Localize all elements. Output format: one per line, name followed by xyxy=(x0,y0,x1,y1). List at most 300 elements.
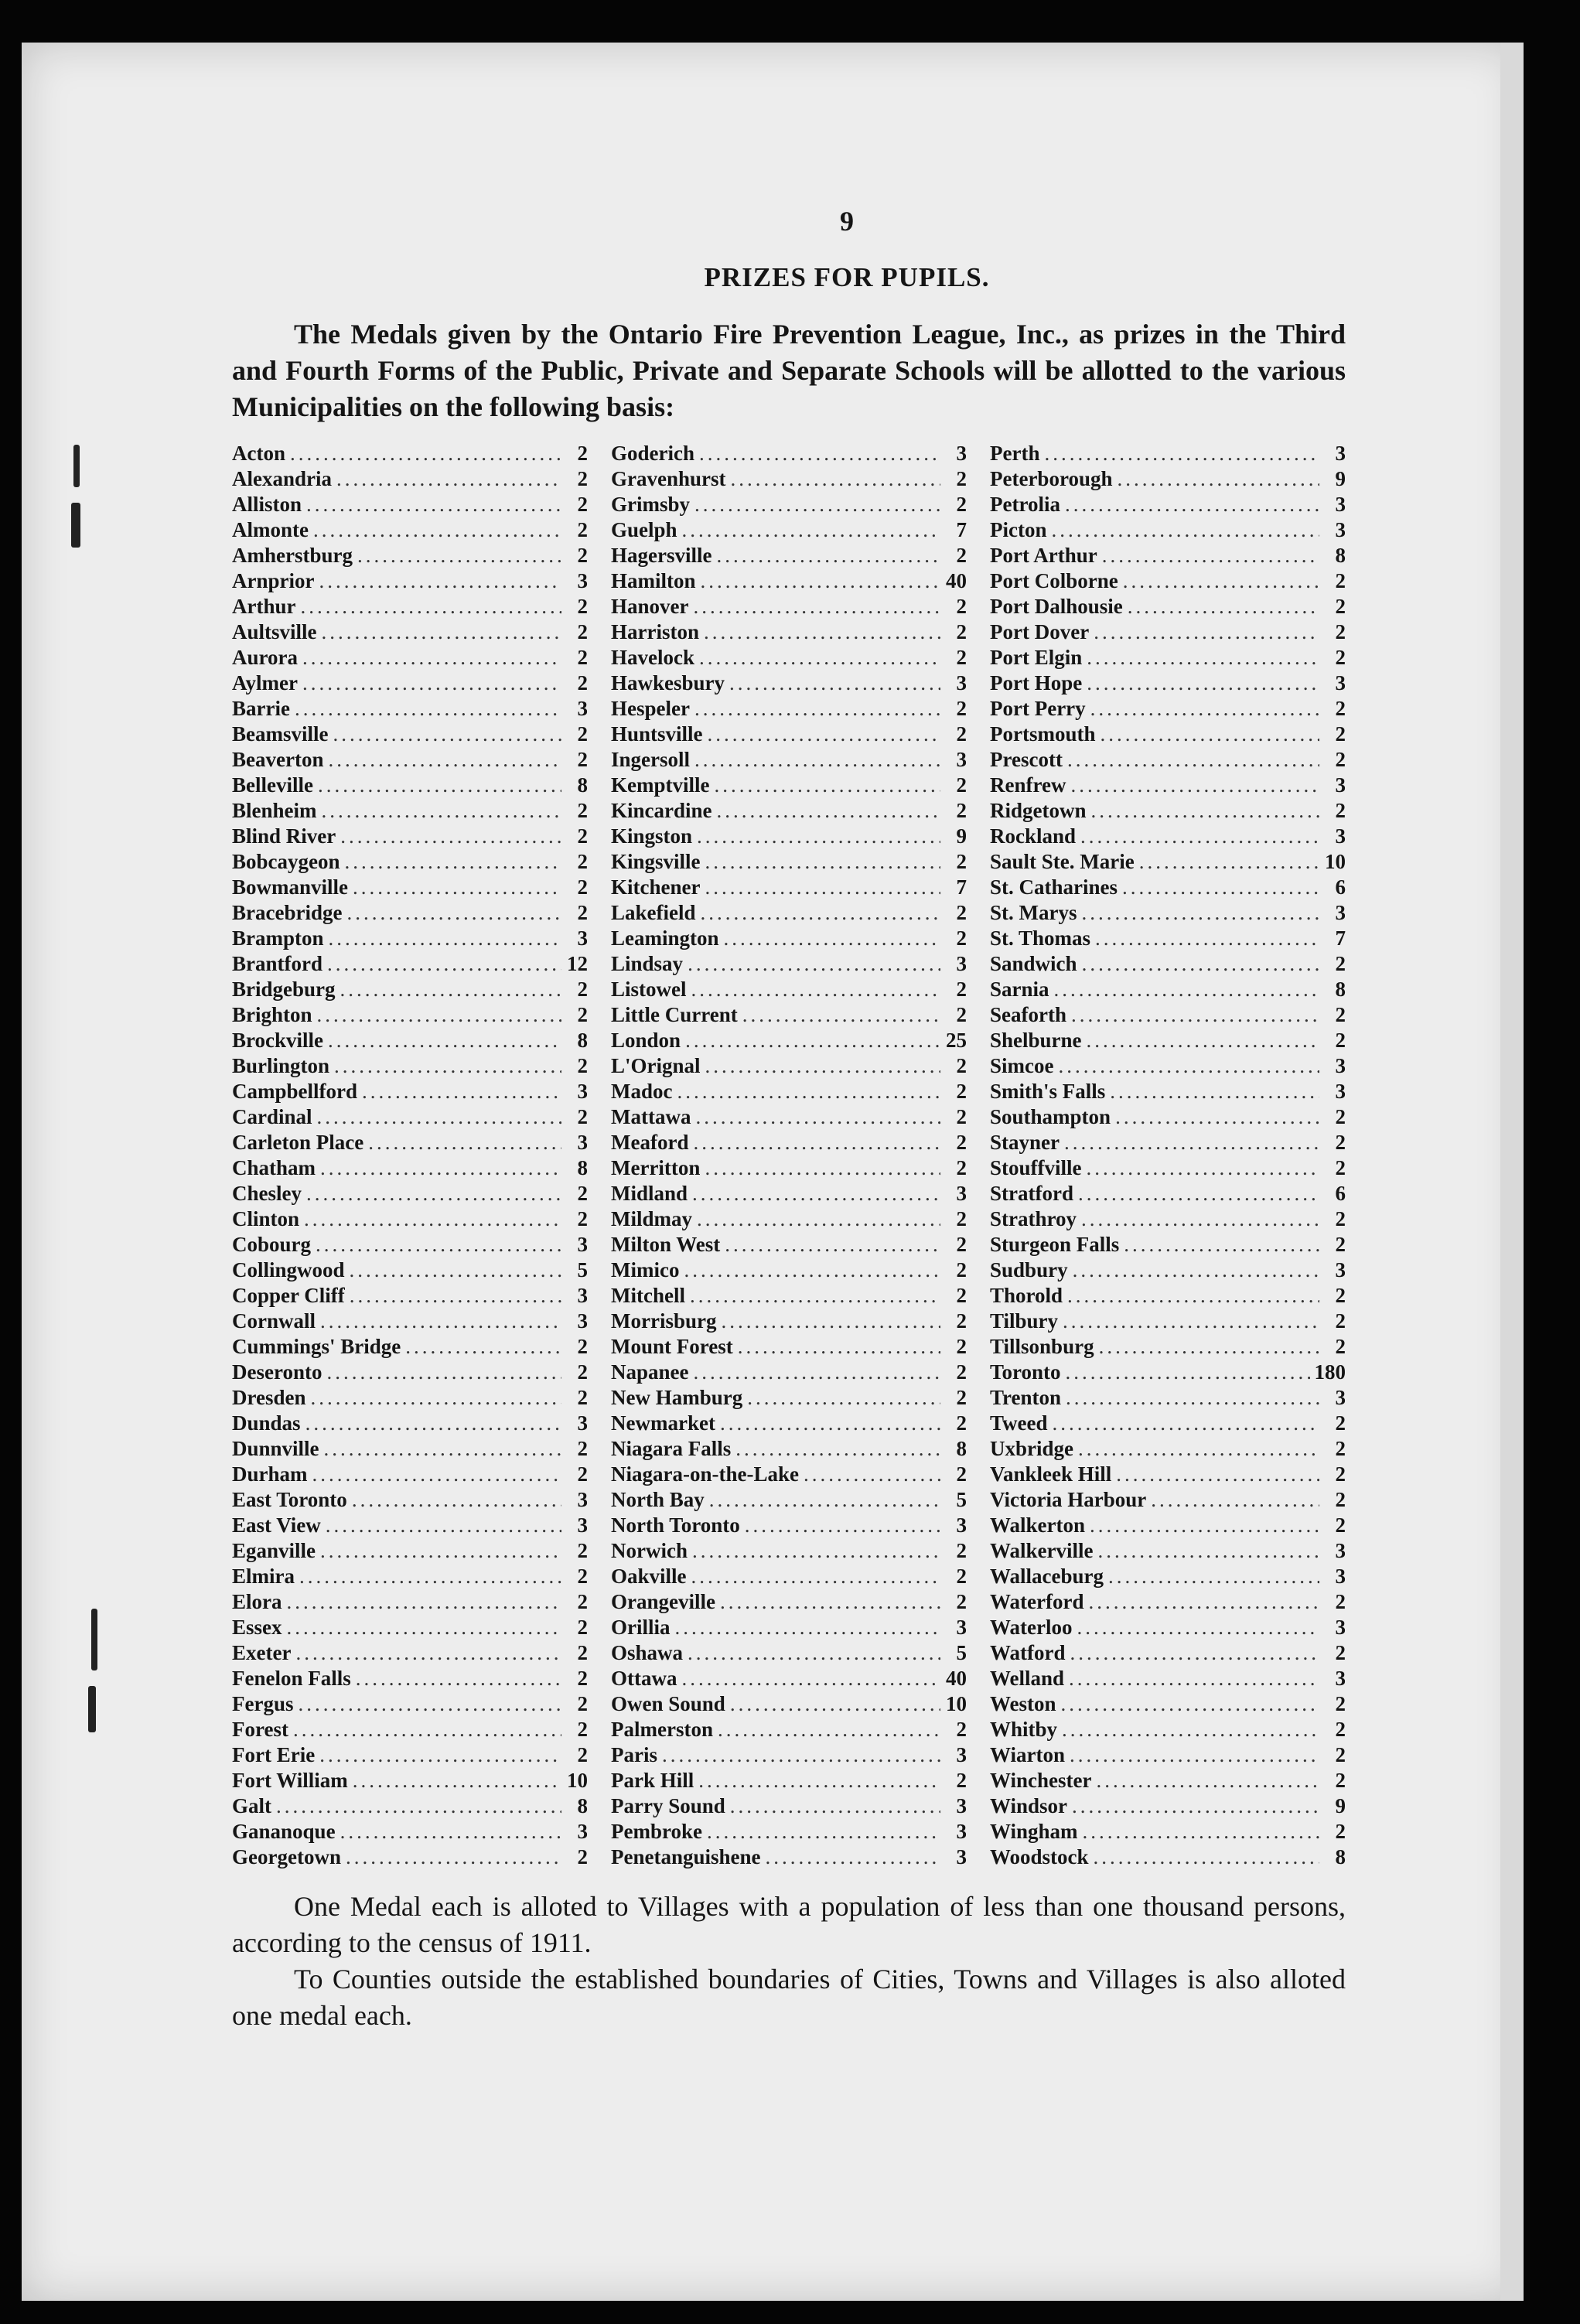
binding-mark xyxy=(88,1686,96,1732)
dot-leader xyxy=(1099,1334,1319,1360)
municipality-row xyxy=(232,1564,588,1589)
municipality-row xyxy=(232,1742,588,1768)
dot-leader xyxy=(318,773,561,798)
medal-count: 2 xyxy=(577,671,588,694)
municipality-name: Ridgetown xyxy=(990,799,1087,822)
medal-count: 2 xyxy=(956,850,967,873)
municipality-name: Prescott xyxy=(990,748,1063,771)
municipality-row xyxy=(611,1589,967,1615)
municipality-name: Portsmouth xyxy=(990,722,1096,746)
municipality-name: Sault Ste. Marie xyxy=(990,850,1135,873)
medal-count: 3 xyxy=(956,442,967,465)
dot-leader xyxy=(692,1181,940,1206)
dot-leader xyxy=(1094,1845,1319,1870)
medal-count: 3 xyxy=(1335,901,1346,924)
dot-leader xyxy=(352,1487,561,1513)
municipality-row xyxy=(232,900,588,926)
municipality-name: Durham xyxy=(232,1462,308,1486)
municipality-name: Arthur xyxy=(232,595,296,618)
medal-count: 2 xyxy=(1335,646,1346,669)
medal-count: 2 xyxy=(1335,1233,1346,1256)
medal-count: 12 xyxy=(567,952,588,975)
medal-count: 9 xyxy=(956,824,967,848)
municipality-row xyxy=(990,773,1346,798)
dot-leader xyxy=(345,849,561,875)
dot-leader xyxy=(353,875,561,900)
municipality-row xyxy=(990,722,1346,747)
medal-count: 2 xyxy=(1335,952,1346,975)
municipality-name: Campbellford xyxy=(232,1080,357,1103)
municipality-name: Petrolia xyxy=(990,493,1060,516)
medal-count: 2 xyxy=(577,1641,588,1664)
municipality-name: Paris xyxy=(611,1743,657,1766)
municipality-row xyxy=(232,875,588,900)
dot-leader xyxy=(304,1206,561,1232)
municipality-row xyxy=(990,1589,1346,1615)
medal-count: 2 xyxy=(956,799,967,822)
municipality-row xyxy=(232,1334,588,1360)
municipality-name: Port Hope xyxy=(990,671,1083,694)
medal-count: 2 xyxy=(956,1590,967,1613)
municipality-row xyxy=(990,1104,1346,1130)
dot-leader xyxy=(340,824,561,849)
municipality-name: Havelock xyxy=(611,646,694,669)
municipality-name: Park Hill xyxy=(611,1769,694,1792)
medal-count: 7 xyxy=(956,518,967,541)
municipality-row xyxy=(232,696,588,722)
medal-count: 2 xyxy=(1335,1156,1346,1179)
municipality-row xyxy=(990,900,1346,926)
municipality-name: Smith's Falls xyxy=(990,1080,1106,1103)
municipality-row xyxy=(990,1845,1346,1870)
dot-leader xyxy=(688,1640,940,1666)
municipality-name: Ingersoll xyxy=(611,748,691,771)
municipality-row xyxy=(611,900,967,926)
municipality-row xyxy=(232,1258,588,1283)
medal-count: 3 xyxy=(956,671,967,694)
medal-count: 2 xyxy=(956,1105,967,1128)
dot-leader xyxy=(1070,773,1319,798)
medal-count: 2 xyxy=(1335,1131,1346,1154)
municipality-row xyxy=(232,1487,588,1513)
municipality-row xyxy=(611,1309,967,1334)
medal-count: 3 xyxy=(1335,773,1346,797)
medal-count: 2 xyxy=(577,850,588,873)
municipality-name: Southampton xyxy=(990,1105,1111,1128)
medal-count: 2 xyxy=(956,1233,967,1256)
dot-leader xyxy=(1070,1742,1319,1768)
municipality-name: Hagersville xyxy=(611,544,712,567)
dot-leader xyxy=(1058,1053,1319,1079)
municipality-row xyxy=(232,926,588,951)
medal-count: 2 xyxy=(1335,1462,1346,1486)
municipality-row xyxy=(990,824,1346,849)
municipality-name: Owen Sound xyxy=(611,1692,725,1715)
dot-leader xyxy=(320,1309,561,1334)
municipality-name: Waterloo xyxy=(990,1616,1073,1639)
municipality-row xyxy=(990,1053,1346,1079)
municipality-row xyxy=(232,568,588,594)
municipality-name: Tweed xyxy=(990,1411,1048,1435)
villages-note: One Medal each is alloted to Villages with a population of less than one thousand persons, according to the census of 1911. xyxy=(232,1891,1346,1958)
municipality-row xyxy=(990,1130,1346,1155)
medal-count: 2 xyxy=(577,978,588,1001)
dot-leader xyxy=(368,1130,561,1155)
municipality-name: Beaverton xyxy=(232,748,324,771)
municipality-row xyxy=(232,824,588,849)
medal-count: 3 xyxy=(956,952,967,975)
dot-leader xyxy=(705,875,940,900)
municipality-row xyxy=(232,466,588,492)
medal-count: 3 xyxy=(956,1820,967,1843)
municipality-name: Kincardine xyxy=(611,799,712,822)
medal-count: 2 xyxy=(577,1845,588,1868)
medal-count: 2 xyxy=(956,620,967,643)
dot-leader xyxy=(340,1819,561,1845)
dot-leader xyxy=(1087,645,1319,671)
medal-count: 3 xyxy=(956,1743,967,1766)
municipality-name: Hawkesbury xyxy=(611,671,725,694)
medal-count: 3 xyxy=(1335,1080,1346,1103)
municipality-row xyxy=(232,1793,588,1819)
municipality-row xyxy=(232,619,588,645)
dot-leader xyxy=(319,568,561,594)
municipality-name: Brampton xyxy=(232,927,324,950)
municipality-row xyxy=(232,798,588,824)
medal-count: 8 xyxy=(1335,1845,1346,1868)
municipality-row xyxy=(232,1819,588,1845)
municipality-name: Acton xyxy=(232,442,285,465)
municipality-row xyxy=(611,1283,967,1309)
medal-count: 2 xyxy=(577,1565,588,1588)
medal-count: 6 xyxy=(1335,875,1346,899)
municipality-row xyxy=(611,1258,967,1283)
municipality-name: Hespeler xyxy=(611,697,690,720)
municipality-name: Hanover xyxy=(611,595,689,618)
municipality-name: Harriston xyxy=(611,620,699,643)
dot-leader xyxy=(1124,1232,1319,1258)
municipality-name: Shelburne xyxy=(990,1029,1082,1052)
municipality-name: North Toronto xyxy=(611,1514,740,1537)
municipality-row xyxy=(990,1436,1346,1462)
municipality-name: Victoria Harbour xyxy=(990,1488,1147,1511)
dot-leader xyxy=(1071,1002,1319,1028)
municipality-row xyxy=(232,543,588,568)
dot-leader xyxy=(295,696,561,722)
medal-count: 3 xyxy=(1335,1667,1346,1690)
municipality-name: Lindsay xyxy=(611,952,684,975)
medal-count: 3 xyxy=(577,927,588,950)
dot-leader xyxy=(690,1283,940,1309)
municipality-row xyxy=(611,645,967,671)
municipality-row xyxy=(611,619,967,645)
medal-count: 3 xyxy=(956,1514,967,1537)
municipality-name: Kemptville xyxy=(611,773,710,797)
medal-count: 2 xyxy=(1335,1514,1346,1537)
dot-leader xyxy=(346,1845,561,1870)
municipality-row xyxy=(232,1181,588,1206)
dot-leader xyxy=(694,594,941,619)
dot-leader xyxy=(1139,849,1319,875)
medal-count: 3 xyxy=(1335,442,1346,465)
municipality-row xyxy=(611,441,967,466)
municipality-row xyxy=(990,1283,1346,1309)
medal-count: 40 xyxy=(946,1667,967,1690)
dot-leader xyxy=(745,1513,940,1538)
municipality-name: Bracebridge xyxy=(232,901,343,924)
dot-leader xyxy=(694,492,940,517)
municipality-row xyxy=(232,1691,588,1717)
dot-leader xyxy=(1128,594,1319,619)
municipality-name: Little Current xyxy=(611,1003,738,1026)
municipality-name: Essex xyxy=(232,1616,282,1639)
municipality-name: Clinton xyxy=(232,1207,300,1230)
medal-count: 2 xyxy=(1335,748,1346,771)
dot-leader xyxy=(685,1028,940,1053)
municipality-name: Peterborough xyxy=(990,467,1113,490)
dot-leader xyxy=(704,619,940,645)
municipality-name: Strathroy xyxy=(990,1207,1077,1230)
municipality-row xyxy=(232,1462,588,1487)
dot-leader xyxy=(327,951,561,977)
municipality-row xyxy=(990,1564,1346,1589)
medal-count: 2 xyxy=(1335,1820,1346,1843)
municipality-row xyxy=(611,1564,967,1589)
dot-leader xyxy=(707,1819,940,1845)
dot-leader xyxy=(350,1283,561,1309)
medal-count: 10 xyxy=(946,1692,967,1715)
medal-count: 2 xyxy=(956,544,967,567)
municipality-row xyxy=(232,1155,588,1181)
municipality-name: Port Dalhousie xyxy=(990,595,1123,618)
dot-leader xyxy=(1077,1615,1319,1640)
medal-count: 3 xyxy=(956,1182,967,1205)
municipality-row xyxy=(990,951,1346,977)
municipality-row xyxy=(990,1819,1346,1845)
medal-count: 3 xyxy=(1335,1258,1346,1281)
dot-leader xyxy=(320,1538,561,1564)
municipality-name: Beamsville xyxy=(232,722,329,746)
municipality-name: Fergus xyxy=(232,1692,294,1715)
dot-leader xyxy=(742,1002,940,1028)
medal-count: 2 xyxy=(577,824,588,848)
municipality-row xyxy=(990,875,1346,900)
municipality-row xyxy=(990,1028,1346,1053)
medal-count: 7 xyxy=(1335,927,1346,950)
medal-count: 2 xyxy=(1335,1769,1346,1792)
dot-leader xyxy=(333,722,561,747)
municipality-name: Windsor xyxy=(990,1794,1068,1817)
dot-leader xyxy=(1081,1206,1319,1232)
municipality-name: Dundas xyxy=(232,1411,301,1435)
medal-count: 2 xyxy=(577,442,588,465)
medal-count: 2 xyxy=(577,799,588,822)
medal-count: 3 xyxy=(956,748,967,771)
dot-leader xyxy=(317,1104,561,1130)
municipality-name: Sturgeon Falls xyxy=(990,1233,1120,1256)
intro-paragraph: The Medals given by the Ontario Fire Prevention League, Inc., as prizes in the Third and Fourth Forms of the Public, Private and Separate Schools will be allotted to the various Municipalities on the following basis: xyxy=(232,319,1346,422)
municipality-name: Toronto xyxy=(990,1360,1061,1384)
dot-leader xyxy=(320,1155,561,1181)
municipality-name: Trenton xyxy=(990,1386,1062,1409)
municipality-name: Bobcaygeon xyxy=(232,850,340,873)
medal-count: 2 xyxy=(577,1718,588,1741)
dot-leader xyxy=(1116,1462,1319,1487)
municipality-row xyxy=(990,696,1346,722)
medal-count: 2 xyxy=(1335,1718,1346,1741)
medal-count: 2 xyxy=(956,773,967,797)
municipality-name: Chatham xyxy=(232,1156,316,1179)
municipality-row xyxy=(232,1538,588,1564)
municipality-row xyxy=(232,747,588,773)
municipality-row xyxy=(232,773,588,798)
medal-count: 8 xyxy=(577,773,588,797)
municipality-row xyxy=(990,798,1346,824)
municipality-name: Chesley xyxy=(232,1182,302,1205)
column-2 xyxy=(611,441,967,1870)
municipality-name: East Toronto xyxy=(232,1488,347,1511)
medal-count: 2 xyxy=(1335,1590,1346,1613)
dot-leader xyxy=(1087,1028,1319,1053)
medal-count: 2 xyxy=(956,1284,967,1307)
medal-count: 3 xyxy=(956,1794,967,1817)
municipality-name: Bridgeburg xyxy=(232,978,336,1001)
dot-leader xyxy=(1087,671,1319,696)
dot-leader xyxy=(1087,1155,1320,1181)
dot-leader xyxy=(405,1334,561,1360)
municipality-row xyxy=(990,466,1346,492)
dot-leader xyxy=(721,1309,940,1334)
dot-leader xyxy=(1070,1640,1320,1666)
medal-count: 2 xyxy=(577,518,588,541)
medal-count: 3 xyxy=(1335,1565,1346,1588)
municipality-row xyxy=(990,1360,1346,1385)
binding-mark xyxy=(71,503,80,548)
municipality-row xyxy=(611,722,967,747)
municipality-row xyxy=(232,441,588,466)
dot-leader xyxy=(1097,1538,1319,1564)
medal-count: 2 xyxy=(1335,1641,1346,1664)
dot-leader xyxy=(305,1411,561,1436)
dot-leader xyxy=(698,1768,940,1793)
dot-leader xyxy=(1151,1487,1319,1513)
municipality-name: Aultsville xyxy=(232,620,317,643)
municipality-name: Palmerston xyxy=(611,1718,713,1741)
municipality-row xyxy=(611,1360,967,1385)
dot-leader xyxy=(691,1564,940,1589)
municipality-name: North Bay xyxy=(611,1488,705,1511)
municipality-name: Blenheim xyxy=(232,799,317,822)
municipality-name: Woodstock xyxy=(990,1845,1089,1868)
municipality-name: Fenelon Falls xyxy=(232,1667,351,1690)
municipality-name: Thorold xyxy=(990,1284,1063,1307)
municipality-row xyxy=(232,977,588,1002)
column-3 xyxy=(990,441,1346,1870)
medal-count: 2 xyxy=(577,1437,588,1460)
dot-leader xyxy=(1065,492,1319,517)
municipality-row xyxy=(232,1360,588,1385)
municipality-row xyxy=(990,568,1346,594)
medal-count: 2 xyxy=(956,595,967,618)
dot-leader xyxy=(718,1717,940,1742)
municipality-row xyxy=(990,1232,1346,1258)
dot-leader xyxy=(301,594,562,619)
municipality-row xyxy=(611,1691,967,1717)
medal-count: 2 xyxy=(956,646,967,669)
dot-leader xyxy=(306,492,561,517)
municipality-name: Grimsby xyxy=(611,493,691,516)
municipality-row xyxy=(990,977,1346,1002)
municipality-name: Guelph xyxy=(611,518,677,541)
municipality-row xyxy=(990,1615,1346,1640)
dot-leader xyxy=(276,1793,561,1819)
dot-leader xyxy=(720,1411,940,1436)
dot-leader xyxy=(1090,1513,1319,1538)
medal-count: 2 xyxy=(1335,1309,1346,1333)
medal-count: 2 xyxy=(1335,1335,1346,1358)
medal-count: 2 xyxy=(956,1156,967,1179)
dot-leader xyxy=(735,1436,940,1462)
medal-count: 3 xyxy=(577,1233,588,1256)
dot-leader xyxy=(682,517,940,543)
municipality-row xyxy=(611,696,967,722)
municipality-row xyxy=(611,1487,967,1513)
medal-count: 2 xyxy=(577,620,588,643)
dot-leader xyxy=(701,568,940,594)
dot-leader xyxy=(693,1130,940,1155)
municipality-row xyxy=(990,1666,1346,1691)
municipality-row xyxy=(232,671,588,696)
municipality-row xyxy=(611,798,967,824)
municipality-row xyxy=(611,977,967,1002)
municipality-name: East View xyxy=(232,1514,321,1537)
municipality-name: Penetanguishene xyxy=(611,1845,761,1868)
municipality-row xyxy=(990,594,1346,619)
municipality-row xyxy=(232,1768,588,1793)
municipality-name: Stayner xyxy=(990,1131,1060,1154)
dot-leader xyxy=(716,543,940,568)
municipality-row xyxy=(611,1538,967,1564)
dot-leader xyxy=(1088,1589,1319,1615)
medal-count: 2 xyxy=(956,722,967,746)
municipality-row xyxy=(611,1232,967,1258)
dot-leader xyxy=(1069,1666,1319,1691)
medal-count: 2 xyxy=(1335,1488,1346,1511)
dot-leader xyxy=(725,1232,940,1258)
dot-leader xyxy=(709,1487,940,1513)
dot-leader xyxy=(1101,722,1320,747)
municipality-row xyxy=(611,1206,967,1232)
municipality-row xyxy=(232,951,588,977)
municipality-name: Welland xyxy=(990,1667,1065,1690)
municipality-name: Merritton xyxy=(611,1156,701,1179)
municipality-name: Port Dover xyxy=(990,620,1090,643)
municipality-row xyxy=(232,1436,588,1462)
dot-leader xyxy=(313,517,561,543)
municipality-row xyxy=(990,1411,1346,1436)
municipality-row xyxy=(990,1079,1346,1104)
municipality-name: Port Perry xyxy=(990,697,1086,720)
section-title: PRIZES FOR PUPILS. xyxy=(704,262,990,292)
municipality-row xyxy=(611,849,967,875)
municipality-row xyxy=(611,543,967,568)
municipality-name: Dresden xyxy=(232,1386,306,1409)
medal-count: 2 xyxy=(577,1054,588,1077)
municipality-row xyxy=(611,1104,967,1130)
dot-leader xyxy=(1078,1181,1319,1206)
municipality-row xyxy=(990,747,1346,773)
municipality-name: St. Catharines xyxy=(990,875,1118,899)
